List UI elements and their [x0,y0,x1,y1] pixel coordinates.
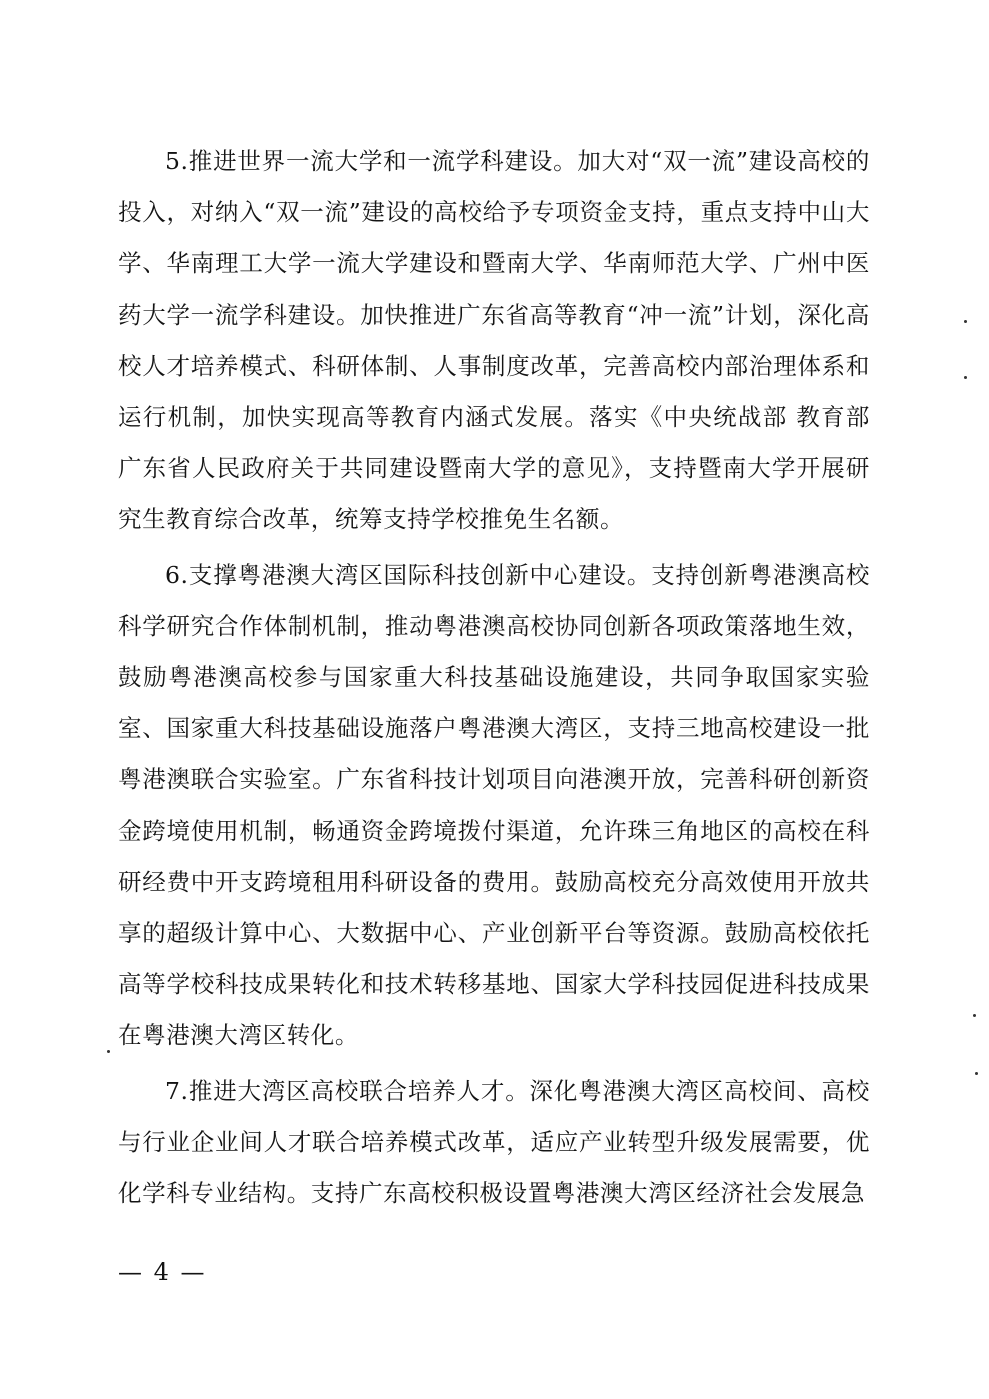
document-body [118,136,870,1219]
paragraph-text: 支持创新粤港澳高校科学研究合作体制机制，推动粤港澳高校协同创新各项政策落地生效，鼓励粤港澳高校参与国家重大科技基础设施建设，共同争取国家实验室、国家重大科技基础设施落户粤港澳大湾区，支持三地高校建设一批粤港澳联合实验室。广东省科技计划项目向港澳开放，完善科研创新资金跨境使用机制，畅通资金跨境拨付渠道，允许珠三角地区的高校在科研经费中开支跨境租用科研设备的费用。鼓励高校充分高效使用开放共享的超级计算中心、大数据中心、产业创新平台等资源。鼓励高校依托高等学校科技成果转化和技术转移基地、国家大学科技园促进科技成果在粤港澳大湾区转化。 [118,560,870,1050]
paragraph-text: 深化粤港澳大湾区高校间、高校与行业企业间人才联合培养模式改革，适应产业转型升级发展需要，优化学科专业结构。支持广东高校积极设置粤港澳大湾区经济社会发展急 [118,1076,870,1208]
paragraph-6 [118,550,870,1062]
paragraph-5 [118,136,870,546]
paragraph-heading: 5.推进世界一流大学和一流学科建设。 [165,147,578,175]
scan-speck [107,1050,110,1053]
paragraph-text: 加大对“双一流”建设高校的投入，对纳入“双一流”建设的高校给予专项资金支持，重点支持中山大学、华南理工大学一流大学建设和暨南大学、华南师范大学、广州中医药大学一流学科建设。加快推进广东省高等教育“冲一流”计划，深化高校人才培养模式、科研体制、人事制度改革，完善高校内部治理体系和运行机制，加快实现高等教育内涵式发展。落实《中央统战部 教育部 广东省人民政府关于共同建设暨南大学的意见》，支持暨南大学开展研究生教育综合改革，统筹支持学校推免生名额。 [118,147,870,534]
paragraph-heading: 7.推进大湾区高校联合培养人才。 [165,1076,530,1105]
paragraph-heading: 6.支撑粤港澳大湾区国际科技创新中心建设。 [165,560,652,589]
scan-speck [964,320,967,323]
scan-speck [964,376,967,379]
paragraph-7 [118,1066,870,1220]
scan-speck [975,1072,978,1075]
scan-speck [973,1014,976,1017]
page-number: — 4 — [118,1258,207,1286]
